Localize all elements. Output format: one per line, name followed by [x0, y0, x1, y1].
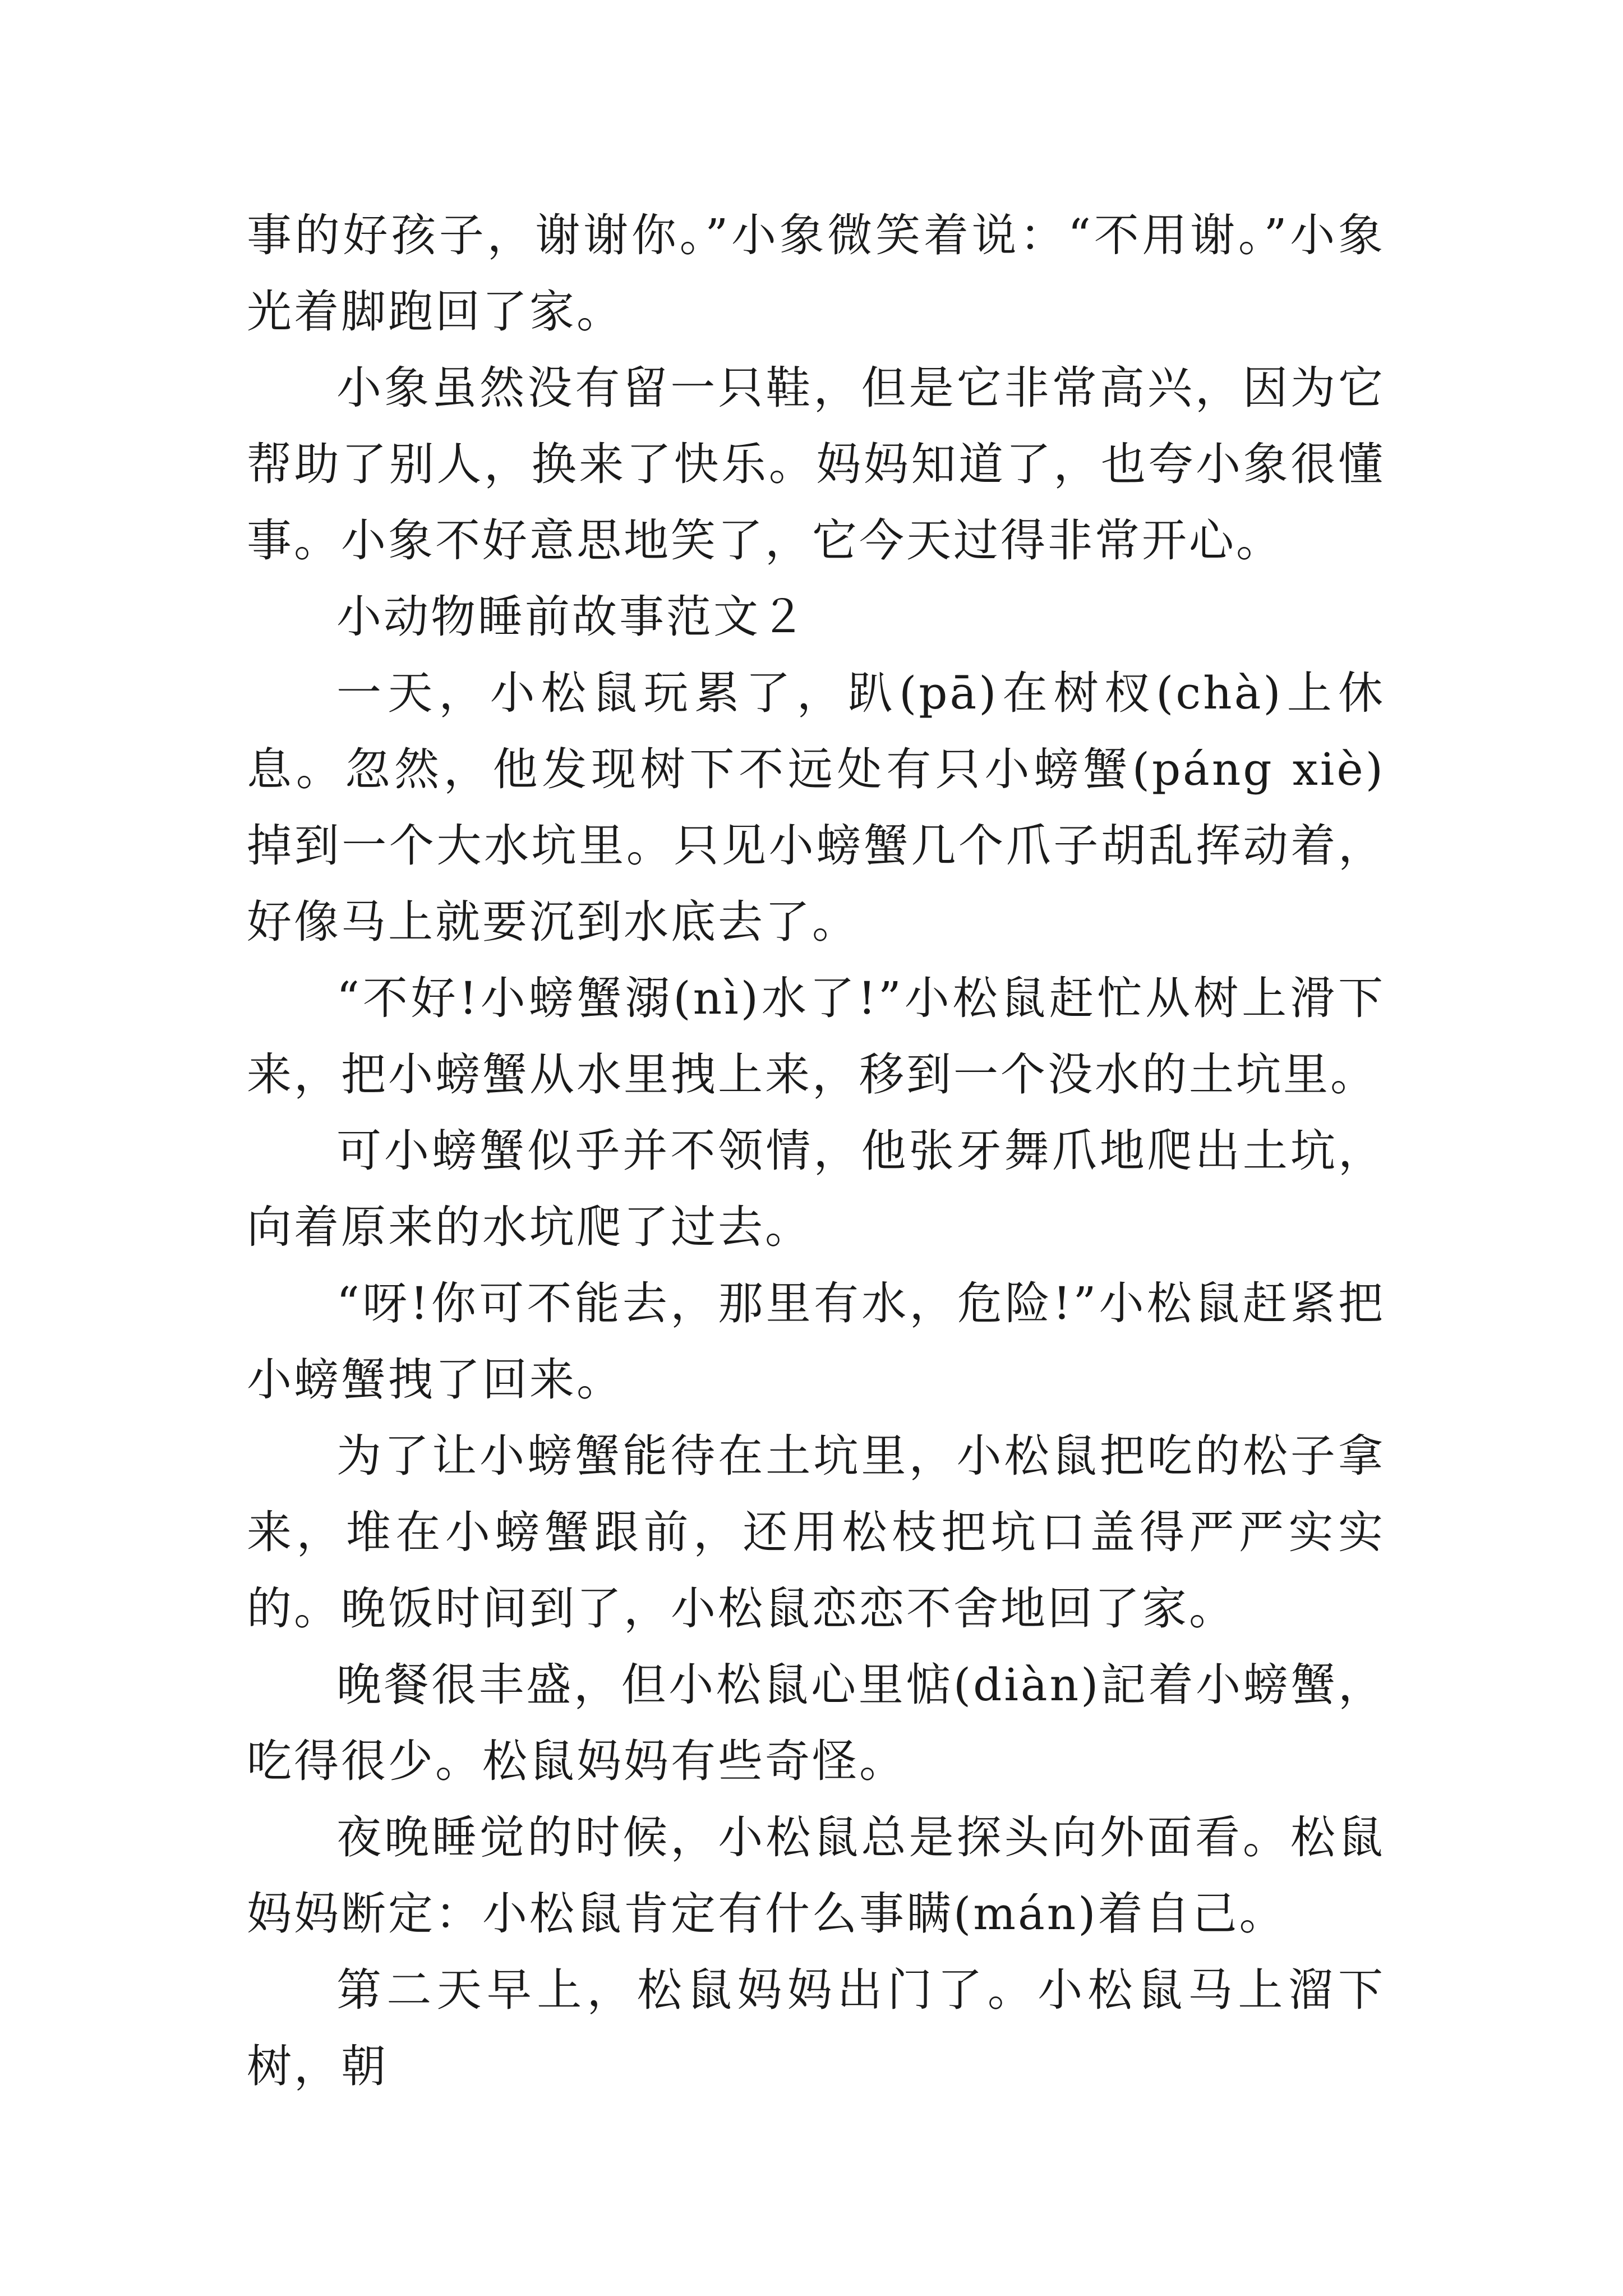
paragraph-10: 第二天早上，松鼠妈妈出门了。小松鼠马上溜下树，朝: [247, 1964, 1385, 2092]
paragraph-9: 夜晚睡觉的时候，小松鼠总是探头向外面看。松鼠妈妈断定：小松鼠肯定有什么事瞒(mán)着自己。: [247, 1811, 1385, 1940]
section-heading: 小动物睡前故事范文２: [336, 591, 808, 643]
paragraph-8: 晚餐很丰盛，但小松鼠心里惦(diàn)記着小螃蟹，吃得很少。松鼠妈妈有些奇怪。: [247, 1659, 1385, 1787]
paragraph-6: “呀!你可不能去，那里有水，危险!”小松鼠赶紧把小螃蟹拽了回来。: [247, 1277, 1385, 1406]
paragraph-3: 一天，小松鼠玩累了，趴(pā)在树杈(chà)上休息。忽然，他发现树下不远处有只小螃蟹(páng xiè)掉到一个大水坑里。只见小螃蟹几个爪子胡乱挥动着，好像马上就要沉到水底去了。: [247, 667, 1385, 948]
paragraph-1: 事的好孩子，谢谢你。”小象微笑着说：“不用谢。”小象光着脚跑回了家。: [247, 209, 1385, 338]
paragraph-7: 为了让小螃蟹能待在土坑里，小松鼠把吃的松子拿来，堆在小螃蟹跟前，还用松枝把坑口盖得严严实实的。晚饭时间到了，小松鼠恋恋不舍地回了家。: [247, 1430, 1385, 1635]
document-body: [247, 197, 1385, 2105]
paragraph-2: 小象虽然没有留一只鞋，但是它非常高兴，因为它帮助了别人，换来了快乐。妈妈知道了，也夸小象很懂事。小象不好意思地笑了，它今天过得非常开心。: [247, 362, 1385, 567]
paragraph-4: “不好!小螃蟹溺(nì)水了!”小松鼠赶忙从树上滑下来，把小螃蟹从水里拽上来，移到一个没水的土坑里。: [247, 972, 1385, 1101]
paragraph-5: 可小螃蟹似乎并不领情，他张牙舞爪地爬出土坑，向着原来的水坑爬了过去。: [247, 1125, 1385, 1253]
